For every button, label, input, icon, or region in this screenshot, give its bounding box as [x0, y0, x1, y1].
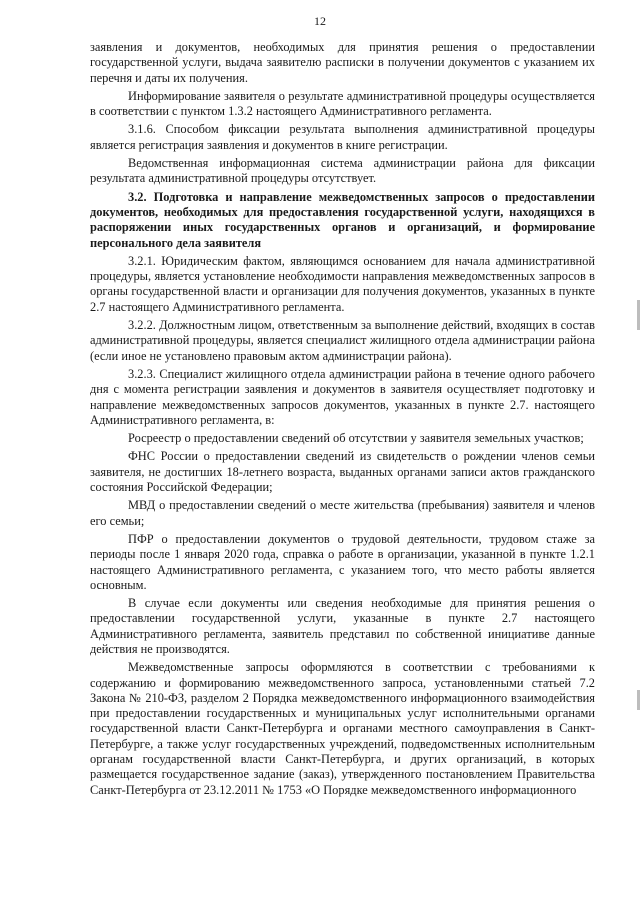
paragraph: 3.1.6. Способом фиксации результата выполнения административной процедуры является регистрация заявления и документов в книге регистрации. — [90, 122, 595, 152]
paragraph: 3.2.1. Юридическим фактом, являющимся основанием для начала административной процедуры, является установление необходимости направления межведомственных запросов в органы государственной власти и организации для получения документов, указанных в пункте 2.7 настоящего Административного регламента. — [90, 253, 595, 314]
paragraph: МВД о предоставлении сведений о месте жительства (пребывания) заявителя и членов его семьи; — [90, 498, 595, 528]
paragraph: 3.2.3. Специалист жилищного отдела администрации района в течение одного рабочего дня с момента регистрации заявления и документов в заявителя осуществляет подготовку и направление межведомственных запросов документов, указанных в пункте 2.7. настоящего Административного регламента, в: — [90, 366, 595, 427]
paragraph: ПФР о предоставлении документов о трудовой деятельности, трудовом стаже за периоды после 1 января 2020 года, справка о работе в организации, указанной в пункте 1.2.1 настоящего Административного регламента, с указанием того, что место работы является основным. — [90, 531, 595, 592]
paragraph: В случае если документы или сведения необходимые для принятия решения о предоставлении государственной услуги, указанные в пункте 2.7 настоящего Административного регламента, заявитель представил по собственной инициативе данные действия не производятся. — [90, 596, 595, 656]
paragraph: 3.2.2. Должностным лицом, ответственным за выполнение действий, входящих в состав административной процедуры, является специалист жилищного отдела администрации района (если иное не установлено правовым актом администрации района). — [90, 318, 595, 363]
paragraph: заявления и документов, необходимых для принятия решения о предоставлении государственной услуги, выдача заявителю расписки в получении документов с указанием их перечня и даты их получения. — [90, 40, 595, 85]
paragraph: Межведомственные запросы оформляются в соответствии с требованиями к содержанию и формированию межведомственного запроса, установленными статьей 7.2 Закона № 210-ФЗ, разделом 2 Порядка межведомственного информационного взаимодействия при предоставлении государственных и муниципальных услуг исполнительными органами государственной власти Санкт-Петербурга и органами местного самоуправления в Санкт-Петербурге, а также услуг государственных учреждений, подведомственных исполнительным органам государственной власти Санкт-Петербурга, и других организаций, в которых размещается государственное задание (заказ), утвержденного постановлением Правительства Санкт-Петербурга от 23.12.2011 № 1753 «О Порядке межведомственного информационного — [90, 660, 595, 797]
paragraph: ФНС России о предоставлении сведений из свидетельств о рождении членов семьи заявителя, не достигших 18-летнего возраста, выданных органами записи актов гражданского состояния Российской Федерации; — [90, 449, 595, 495]
paragraph: Информирование заявителя о результате административной процедуры осуществляется в соответствии с пунктом 1.3.2 настоящего Административного регламента. — [90, 88, 595, 119]
paragraph: Росреестр о предоставлении сведений об отсутствии у заявителя земельных участков; — [128, 431, 584, 446]
section-heading: 3.2. Подготовка и направление межведомственных запросов о предоставлении документов, необходимых для предоставления государственной услуги, находящихся в распоряжении иных государственных органов и организаций, и формирование персонального дела заявителя — [90, 189, 595, 250]
document-body — [90, 40, 595, 801]
paragraph: Ведомственная информационная система администрации района для фиксации результата административной процедуры отсутствует. — [90, 156, 595, 186]
page-number: 12 — [314, 14, 326, 28]
